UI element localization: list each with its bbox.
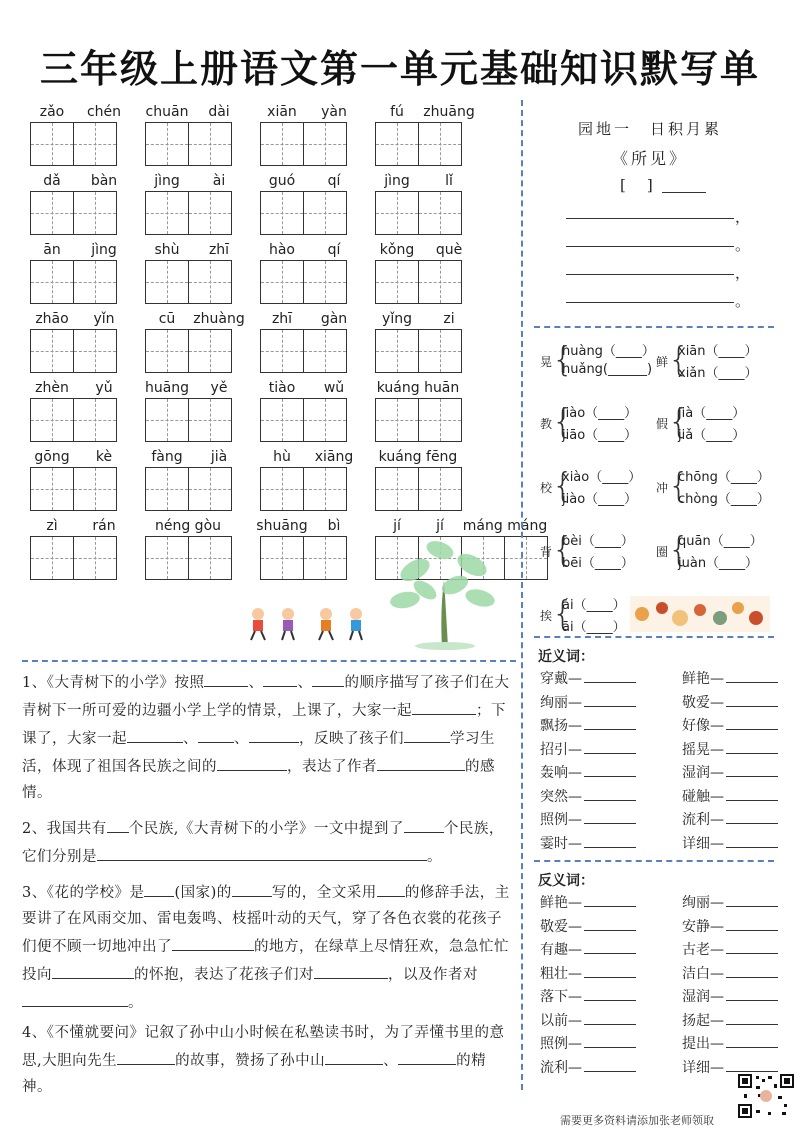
writing-cell[interactable] — [145, 398, 189, 442]
word-label: 绚丽— — [540, 694, 582, 711]
pinyin-syllable: zǎo — [39, 104, 65, 120]
answer-blank[interactable] — [584, 833, 636, 848]
word-label: 摇晃— — [682, 741, 724, 758]
blank[interactable] — [117, 1046, 175, 1065]
poem-bracket: [ ] — [620, 176, 656, 194]
paragraph-2: 2、我国共有 个民族,《大青树下的小学》一文中提到了 个民族，它们分别是 。 — [22, 814, 512, 870]
pinyin-syllable: qí — [327, 173, 341, 189]
pinyin-syllable: fú — [390, 104, 404, 120]
poem-punct: 。 — [735, 292, 754, 310]
pinyin-label — [145, 173, 231, 191]
word-pair-item — [540, 668, 636, 688]
answer-blank[interactable] — [726, 986, 778, 1001]
vertical-divider — [521, 100, 523, 1090]
writing-cell[interactable] — [375, 398, 419, 442]
pinyin-syllable: guó — [268, 173, 296, 189]
writing-cell[interactable] — [188, 467, 232, 511]
children-illustration — [246, 606, 371, 646]
blank[interactable] — [404, 724, 424, 743]
poem-punct: ， — [735, 264, 754, 282]
writing-cell[interactable] — [73, 467, 117, 511]
writing-cell[interactable] — [418, 329, 462, 373]
answer-blank[interactable] — [726, 1033, 778, 1048]
word-label: 安静— — [682, 918, 724, 935]
blank[interactable] — [377, 752, 399, 771]
writing-cell[interactable] — [418, 260, 462, 304]
word-pair-item — [682, 916, 778, 936]
pinyin-label — [145, 311, 245, 329]
blank[interactable] — [440, 696, 476, 715]
answer-blank[interactable] — [726, 762, 778, 777]
pinyin-syllable: zhuāng — [423, 104, 475, 120]
pinyin-label — [260, 104, 346, 122]
pinyin-label — [30, 242, 116, 260]
blank[interactable] — [398, 1046, 456, 1065]
pinyin-label — [375, 173, 461, 191]
writing-cell[interactable] — [418, 191, 462, 235]
pinyin-syllable: ài — [212, 173, 226, 189]
word-pair-item — [540, 1033, 636, 1053]
writing-cell[interactable] — [418, 467, 462, 511]
pinyin-syllable: zhī — [271, 311, 293, 327]
blank[interactable] — [404, 814, 444, 833]
answer-blank[interactable] — [726, 833, 778, 848]
word-label: 绚丽— — [682, 895, 724, 911]
word-pair-item — [682, 892, 778, 912]
blank[interactable] — [263, 668, 297, 687]
blank[interactable] — [424, 724, 450, 743]
pinyin-label — [260, 380, 346, 398]
poem-line-3[interactable] — [566, 274, 734, 275]
answer-blank[interactable] — [726, 715, 778, 730]
blank[interactable] — [399, 752, 465, 771]
pinyin-syllable: gōng — [34, 449, 70, 465]
writing-cell[interactable] — [303, 398, 347, 442]
answer-blank[interactable] — [726, 809, 778, 824]
answer-blank[interactable] — [584, 715, 636, 730]
blank[interactable] — [22, 988, 128, 1007]
writing-cell[interactable] — [30, 536, 74, 580]
pinyin-syllable: kuáng fēng — [378, 449, 458, 465]
pinyin-label — [145, 104, 231, 122]
pinyin-syllable: bì — [327, 518, 341, 534]
pinyin-syllable: yǐng — [382, 311, 412, 327]
writing-cell[interactable] — [145, 536, 189, 580]
writing-cell[interactable] — [260, 122, 304, 166]
poem-line-1[interactable] — [566, 218, 734, 219]
pinyin-syllable: què — [435, 242, 463, 258]
word-pair-item — [682, 1010, 778, 1030]
writing-cell[interactable] — [303, 122, 347, 166]
pinyin-label — [145, 242, 231, 260]
pinyin-syllable: kuáng huān — [376, 380, 460, 396]
footer-note: 需要更多资料请添加张老师领取 — [560, 1114, 714, 1127]
tree-illustration — [380, 530, 510, 654]
pinyin-syllable: yě — [210, 380, 228, 396]
writing-cell[interactable] — [73, 191, 117, 235]
writing-cell[interactable] — [73, 536, 117, 580]
writing-cell[interactable] — [260, 329, 304, 373]
blank[interactable] — [358, 960, 388, 979]
pinyin-syllable: yǐn — [93, 311, 115, 327]
word-pair-item — [540, 892, 636, 912]
blank[interactable] — [97, 842, 427, 861]
pinyin-label — [256, 518, 346, 536]
word-pair-item — [540, 739, 636, 759]
writing-cell[interactable] — [145, 467, 189, 511]
pinyin-syllable: chén — [86, 104, 122, 120]
pinyin-label — [260, 242, 346, 260]
pinyin-syllable: hào — [268, 242, 296, 258]
word-label: 详细— — [682, 835, 724, 852]
pinyin-label — [260, 173, 346, 191]
writing-cell[interactable] — [188, 536, 232, 580]
answer-blank[interactable] — [584, 809, 636, 824]
pinyin-syllable: fàng — [151, 449, 183, 465]
answer-blank[interactable] — [584, 1057, 636, 1072]
writing-cell[interactable] — [73, 260, 117, 304]
writing-cell[interactable] — [188, 191, 232, 235]
answer-blank[interactable] — [584, 1010, 636, 1025]
pinyin-syllable: kǒng — [379, 242, 415, 258]
writing-cell[interactable] — [260, 260, 304, 304]
answer-blank[interactable] — [584, 692, 636, 707]
blank[interactable] — [52, 960, 134, 979]
pinyin-syllable: xiāng — [314, 449, 354, 465]
word-pair-item — [540, 1010, 636, 1030]
pinyin-syllable: jí — [393, 518, 401, 534]
word-pair-item — [682, 668, 778, 688]
pinyin-syllable: zhī — [208, 242, 230, 258]
blank[interactable] — [412, 696, 440, 715]
pinyin-label — [375, 380, 461, 398]
word-label: 湿润— — [682, 765, 724, 781]
pinyin-syllable: kè — [95, 449, 113, 465]
word-label: 好像— — [682, 718, 724, 734]
word-label: 详细— — [682, 1059, 724, 1076]
word-label: 粗壮— — [540, 965, 582, 982]
pinyin-syllable: bàn — [90, 173, 118, 189]
answer-blank[interactable] — [726, 1057, 778, 1072]
word-label: 照例— — [540, 1036, 582, 1052]
divider-right-1 — [534, 326, 774, 328]
pinyin-label — [260, 311, 346, 329]
writing-cell[interactable] — [303, 536, 347, 580]
writing-cell[interactable] — [188, 398, 232, 442]
writing-cell[interactable] — [145, 329, 189, 373]
blank[interactable] — [232, 878, 272, 897]
word-pair-item — [682, 963, 778, 983]
pinyin-syllable: shù — [154, 242, 180, 258]
word-label: 有趣— — [540, 942, 582, 958]
answer-blank[interactable] — [584, 939, 636, 954]
answer-blank[interactable] — [584, 892, 636, 907]
paragraph-3: 3、《花的学校》是 (国家)的 写的，全文采用 的修辞手法，主要讲了在风雨交加、雷电轰鸣、枝摇叶动的天气，穿了各色衣裳的花孩子们便不顾一切地冲出了 的地方，在绿草上尽情狂欢，急急忙忙投向 的怀抱，表达了花孩子们对 ，以及作者对。 — [22, 878, 512, 1016]
word-label: 鲜艳— — [682, 671, 724, 687]
blank[interactable] — [314, 960, 358, 979]
answer-blank[interactable] — [584, 916, 636, 931]
pinyin-syllable: máng máng — [462, 518, 548, 534]
poem-dynasty — [620, 174, 656, 195]
poem-section: 园地一 日积月累 — [578, 120, 723, 138]
pinyin-label — [30, 518, 116, 536]
pinyin-label — [375, 311, 461, 329]
word-label: 扬起— — [682, 1012, 724, 1029]
blank[interactable] — [204, 668, 248, 687]
flower-decoration — [630, 596, 770, 636]
writing-cell[interactable] — [260, 536, 304, 580]
synonyms-heading: 近义词： — [538, 649, 594, 665]
pinyin-syllable: zhèn — [35, 380, 69, 396]
word-label: 突然— — [540, 788, 582, 805]
blank[interactable] — [144, 878, 174, 897]
writing-cell[interactable] — [30, 467, 74, 511]
word-label: 流利— — [540, 1059, 582, 1076]
word-label: 霎时— — [540, 835, 582, 852]
answer-blank[interactable] — [726, 739, 778, 754]
writing-cell[interactable] — [375, 260, 419, 304]
writing-cell[interactable] — [260, 467, 304, 511]
pinyin-syllable: huāng — [144, 380, 190, 396]
pinyin-label — [30, 104, 122, 122]
pinyin-syllable: shuāng — [256, 518, 308, 534]
pinyin-syllable: chuān — [145, 104, 189, 120]
word-pair-item — [540, 762, 636, 782]
writing-cell[interactable] — [418, 122, 462, 166]
blank[interactable] — [198, 724, 234, 743]
answer-blank[interactable] — [584, 762, 636, 777]
pinyin-label — [145, 518, 231, 536]
writing-cell[interactable] — [145, 191, 189, 235]
writing-cell[interactable] — [303, 260, 347, 304]
word-pair-item — [540, 986, 636, 1006]
pinyin-syllable: yàn — [321, 104, 347, 120]
writing-cell[interactable] — [375, 191, 419, 235]
pinyin-syllable: jià — [210, 449, 228, 465]
blank[interactable] — [312, 668, 344, 687]
answer-blank[interactable] — [584, 786, 636, 801]
pinyin-label — [30, 380, 116, 398]
author-blank[interactable] — [662, 192, 706, 193]
pinyin-label — [145, 380, 231, 398]
answer-blank[interactable] — [726, 786, 778, 801]
paragraph-1: 1、《大青树下的小学》按照 、 、 的顺序描写了孩子们在大青树下一所可爱的边疆小学上学的情景，上课了，大家一起 ；下课了，大家一起 、 、 ，反映了孩子们 学习生活，体现了祖国各民族之间的 ，表达了作者 的感情。 — [22, 668, 512, 806]
writing-cell[interactable] — [375, 467, 419, 511]
word-pair-item — [540, 692, 636, 712]
word-pair-item — [682, 762, 778, 782]
pinyin-label — [375, 449, 461, 467]
word-label: 飘扬— — [540, 718, 582, 734]
writing-cell[interactable] — [260, 191, 304, 235]
pinyin-syllable: jìng — [91, 242, 117, 258]
word-pair-item — [682, 939, 778, 959]
blank[interactable] — [249, 724, 299, 743]
word-pair-item — [540, 786, 636, 806]
writing-cell[interactable] — [73, 329, 117, 373]
writing-cell[interactable] — [375, 122, 419, 166]
pinyin-syllable: rán — [92, 518, 116, 534]
poem-punct: 。 — [735, 236, 754, 254]
pinyin-syllable: cū — [158, 311, 176, 327]
answer-blank[interactable] — [726, 892, 778, 907]
word-label: 穿戴— — [540, 671, 582, 687]
word-label: 照例— — [540, 812, 582, 828]
word-label: 流利— — [682, 812, 724, 828]
word-pair-item — [682, 809, 778, 829]
writing-cell[interactable] — [188, 329, 232, 373]
blank[interactable] — [217, 752, 287, 771]
blank[interactable] — [325, 1046, 383, 1065]
writing-cell[interactable] — [73, 122, 117, 166]
pinyin-label — [260, 449, 354, 467]
pinyin-syllable: yǔ — [95, 380, 113, 396]
page-title: 三年级上册语文第一单元基础知识默写单 — [39, 46, 760, 91]
word-pair-item — [682, 1033, 778, 1053]
writing-cell[interactable] — [188, 260, 232, 304]
pinyin-syllable: dài — [208, 104, 230, 120]
pinyin-label — [30, 311, 116, 329]
writing-cell[interactable] — [303, 467, 347, 511]
blank[interactable] — [107, 814, 129, 833]
pinyin-syllable: jìng — [384, 173, 410, 189]
pinyin-syllable: hù — [273, 449, 291, 465]
writing-cell[interactable] — [73, 398, 117, 442]
pinyin-syllable: zì — [46, 518, 58, 534]
paragraph-4: 4、《不懂就要问》记叙了孙中山小时候在私塾读书时，为了弄懂书里的意思,大胆向先生 的故事，赞扬了孙中山 、 的精神。 — [22, 1025, 505, 1095]
word-pair-item — [682, 986, 778, 1006]
writing-cell[interactable] — [260, 398, 304, 442]
word-pair-item — [682, 715, 778, 735]
pinyin-syllable: néng gòu — [154, 518, 222, 534]
word-pair-item — [540, 809, 636, 829]
writing-cell[interactable] — [145, 122, 189, 166]
pinyin-syllable: jí — [436, 518, 444, 534]
word-pair-item — [682, 833, 778, 853]
word-pair-item — [540, 963, 636, 983]
writing-cell[interactable] — [30, 260, 74, 304]
pinyin-syllable: qí — [327, 242, 341, 258]
writing-cell[interactable] — [30, 398, 74, 442]
word-label: 古老— — [682, 942, 724, 958]
word-label: 碰触— — [682, 788, 724, 805]
poem-line-4[interactable] — [566, 302, 734, 303]
blank[interactable] — [127, 724, 183, 743]
answer-blank[interactable] — [584, 739, 636, 754]
poem-title: 《所见》 — [612, 149, 689, 168]
divider-right-2 — [534, 636, 774, 638]
word-label: 招引— — [540, 741, 582, 758]
qr-code — [738, 1074, 794, 1122]
writing-cell[interactable] — [303, 329, 347, 373]
word-pair-item — [682, 692, 778, 712]
pinyin-syllable: wǔ — [323, 380, 345, 396]
pinyin-syllable: xiān — [267, 104, 297, 120]
word-pair-item — [540, 715, 636, 735]
divider-right-3 — [534, 860, 774, 862]
writing-cell[interactable] — [188, 122, 232, 166]
answer-blank[interactable] — [726, 963, 778, 978]
word-label: 提出— — [682, 1036, 724, 1052]
pinyin-label — [375, 104, 475, 122]
word-label: 鲜艳— — [540, 895, 582, 911]
answer-blank[interactable] — [584, 986, 636, 1001]
answer-blank[interactable] — [726, 939, 778, 954]
word-pair-item — [540, 939, 636, 959]
answer-blank[interactable] — [584, 668, 636, 683]
antonyms-heading: 反义词： — [538, 873, 594, 889]
answer-blank[interactable] — [584, 963, 636, 978]
writing-cell[interactable] — [375, 329, 419, 373]
writing-cell[interactable] — [30, 191, 74, 235]
pinyin-syllable: jìng — [154, 173, 180, 189]
divider-left — [22, 660, 516, 662]
pinyin-syllable: dǎ — [43, 173, 61, 189]
pinyin-label — [30, 449, 116, 467]
pinyin-syllable: ān — [43, 242, 61, 258]
writing-cell[interactable] — [30, 329, 74, 373]
poem-punct: ， — [735, 208, 754, 226]
word-pair-item — [682, 739, 778, 759]
answer-blank[interactable] — [726, 692, 778, 707]
word-label: 洁白— — [682, 965, 724, 982]
pinyin-syllable: gàn — [320, 311, 348, 327]
word-label: 以前— — [540, 1012, 582, 1029]
writing-cell[interactable] — [418, 398, 462, 442]
word-pair-item — [682, 786, 778, 806]
writing-cell[interactable] — [30, 122, 74, 166]
pinyin-label — [375, 242, 461, 260]
pinyin-syllable: tiào — [268, 380, 296, 396]
word-pair-item — [540, 916, 636, 936]
word-label: 敬爱— — [682, 694, 724, 711]
word-label: 湿润— — [682, 989, 724, 1005]
writing-cell[interactable] — [145, 260, 189, 304]
pinyin-label — [145, 449, 231, 467]
word-label: 敬爱— — [540, 918, 582, 935]
pinyin-syllable: zi — [443, 311, 455, 327]
word-label: 落下— — [540, 989, 582, 1005]
writing-cell[interactable] — [303, 191, 347, 235]
pinyin-syllable: zhāo — [35, 311, 69, 327]
word-pair-item — [540, 1057, 636, 1077]
answer-blank[interactable] — [726, 668, 778, 683]
word-label: 轰响— — [540, 765, 582, 781]
blank[interactable] — [377, 878, 405, 897]
pinyin-label — [30, 173, 116, 191]
answer-blank[interactable] — [726, 916, 778, 931]
answer-blank[interactable] — [584, 1033, 636, 1048]
pinyin-syllable: zhuàng — [193, 311, 245, 327]
answer-blank[interactable] — [726, 1010, 778, 1025]
pinyin-syllable: lǐ — [445, 173, 453, 189]
word-pair-item — [540, 833, 636, 853]
blank[interactable] — [172, 932, 254, 951]
poem-line-2[interactable] — [566, 246, 734, 247]
